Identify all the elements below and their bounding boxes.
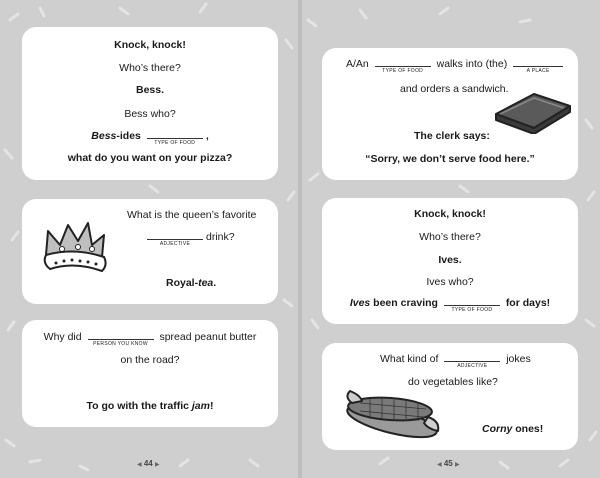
joke-text: ones! <box>512 423 544 435</box>
joke-card-corn <box>322 343 578 450</box>
corn-icon <box>340 387 444 443</box>
page-number-left <box>137 459 160 468</box>
joke-text: Why did <box>43 331 82 343</box>
blank-hint: ADJECTIVE <box>457 363 488 369</box>
joke-punchline: “Sorry, we don’t serve food here.” <box>365 153 535 165</box>
joke-line: Bess. <box>135 84 165 96</box>
fill-in-blank[interactable] <box>147 130 203 146</box>
joke-line: The clerk says: <box>414 130 490 142</box>
page-number: 44 <box>143 459 153 468</box>
crown-icon <box>42 221 112 279</box>
joke-line: Knock, knock! <box>414 208 486 220</box>
joke-text: jokes <box>506 353 531 365</box>
joke-pun-word: Ives <box>349 297 371 309</box>
joke-fill-line <box>380 353 531 369</box>
joke-line: What is the queen’s favorite <box>127 209 257 221</box>
joke-text: been craving <box>370 297 438 309</box>
joke-line: Bess who? <box>124 108 176 120</box>
joke-card-sandwich <box>322 48 578 180</box>
joke-line: and orders a sandwich. <box>400 83 509 95</box>
joke-pun-word: Bess <box>91 130 117 142</box>
joke-text: . <box>213 277 217 289</box>
joke-line: Ives who? <box>426 276 474 288</box>
fill-in-blank[interactable] <box>444 353 500 369</box>
joke-fill-line <box>144 231 235 247</box>
left-arrow-icon: ◀ <box>137 462 142 468</box>
blank-hint: TYPE OF FOOD <box>451 307 493 313</box>
left-arrow-icon: ◀ <box>437 462 442 468</box>
joke-fill-line <box>22 130 278 146</box>
joke-text: drink? <box>206 231 235 243</box>
right-arrow-icon: ▶ <box>455 462 460 468</box>
joke-punchline <box>166 277 216 289</box>
joke-line: do vegetables like? <box>408 376 498 388</box>
joke-text: , <box>205 130 209 142</box>
joke-text: Royal- <box>166 277 199 289</box>
joke-punchline <box>482 423 543 435</box>
blank-hint: PERSON YOU KNOW <box>93 341 148 347</box>
joke-card-traffic <box>22 320 278 427</box>
fill-in-blank[interactable] <box>147 231 203 247</box>
joke-text: What kind of <box>380 353 439 365</box>
book-spine <box>298 0 302 478</box>
blank-hint: TYPE OF FOOD <box>154 140 196 146</box>
joke-fill-line <box>346 58 566 74</box>
joke-card-bess <box>22 27 278 180</box>
page-number: 45 <box>443 459 453 468</box>
blank-hint: TYPE OF FOOD <box>382 68 424 74</box>
joke-text: To go with the traffic <box>86 400 192 412</box>
joke-punchline <box>22 400 278 412</box>
joke-card-ives <box>322 198 578 324</box>
joke-line: what do you want on your pizza? <box>67 152 233 164</box>
joke-text: walks into (the) <box>436 58 508 70</box>
joke-fill-line <box>322 297 578 313</box>
joke-line: Knock, knock! <box>114 39 186 51</box>
joke-text: A/An <box>346 58 369 70</box>
joke-pun-word: tea <box>198 277 214 289</box>
fill-in-blank[interactable] <box>375 58 431 74</box>
joke-pun-word: jam <box>191 400 210 412</box>
fill-in-blank[interactable] <box>88 331 154 347</box>
blank-hint: A PLACE <box>526 68 550 74</box>
page-number-right <box>437 459 460 468</box>
joke-text: ! <box>209 400 214 412</box>
joke-text: for days! <box>505 297 551 309</box>
fill-in-blank[interactable] <box>513 58 563 74</box>
joke-line: on the road? <box>120 354 180 366</box>
sandwich-icon <box>490 92 574 134</box>
fill-in-blank[interactable] <box>444 297 500 313</box>
joke-line: Ives. <box>438 254 462 266</box>
joke-pun-word: Corny <box>482 423 513 435</box>
joke-line: Who’s there? <box>419 231 481 243</box>
joke-line: Who’s there? <box>119 62 181 74</box>
blank-hint: ADJECTIVE <box>159 241 191 247</box>
joke-card-queen <box>22 199 278 304</box>
joke-text: -ides <box>116 130 141 142</box>
joke-fill-line <box>22 331 278 347</box>
right-arrow-icon: ▶ <box>155 462 160 468</box>
joke-text: spread peanut butter <box>159 331 257 343</box>
